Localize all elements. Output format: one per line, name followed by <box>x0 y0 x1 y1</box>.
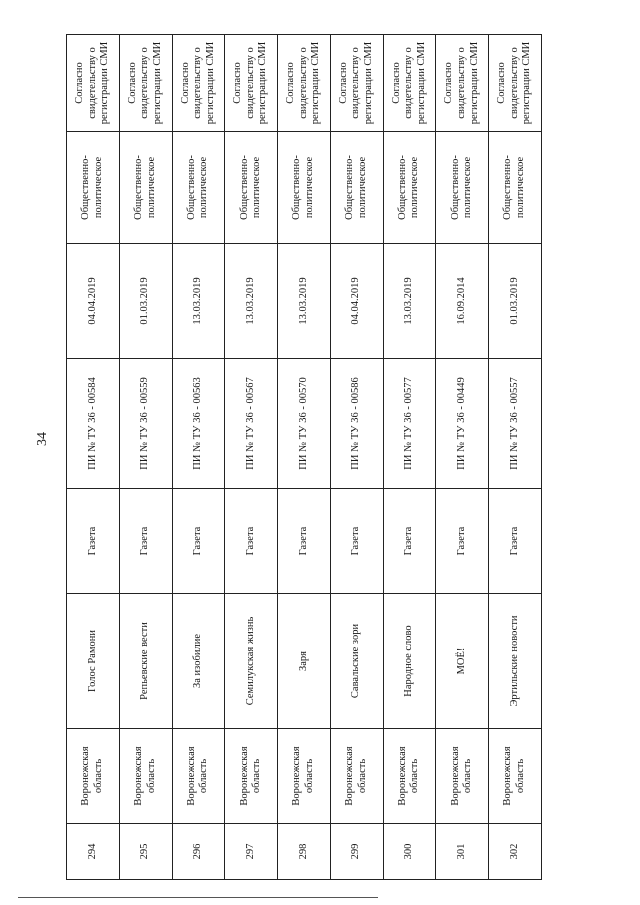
table-row <box>172 35 225 880</box>
media-type-cell: Газета <box>436 489 489 594</box>
media-type-cell: Газета <box>119 489 172 594</box>
specialization-cell: Общественно-политическое <box>278 132 331 244</box>
page-number: 34 <box>35 432 50 446</box>
specialization-cell: Общественно-политическое <box>172 132 225 244</box>
registration-number-cell: ПИ № ТУ 36 - 00586 <box>330 359 383 489</box>
table-row <box>119 35 172 880</box>
registration-date-cell: 13.03.2019 <box>278 244 331 359</box>
media-name-cell: Заря <box>278 594 331 729</box>
media-type-cell: Газета <box>172 489 225 594</box>
registration-date-cell: 04.04.2019 <box>67 244 120 359</box>
row-number: 302 <box>489 824 542 880</box>
media-type-cell: Газета <box>489 489 542 594</box>
registration-number-cell: ПИ № ТУ 36 - 00570 <box>278 359 331 489</box>
specialization-cell: Общественно-политическое <box>489 132 542 244</box>
note-cell: Согласно свидетельству о регистрации СМИ <box>119 35 172 132</box>
media-name-cell: Семилукская жизнь <box>225 594 278 729</box>
media-registry-table <box>66 34 542 880</box>
row-number: 296 <box>172 824 225 880</box>
media-name-cell: Народное слово <box>383 594 436 729</box>
row-number: 294 <box>67 824 120 880</box>
note-cell: Согласно свидетельству о регистрации СМИ <box>330 35 383 132</box>
note-cell: Согласно свидетельству о регистрации СМИ <box>172 35 225 132</box>
media-type-cell: Газета <box>67 489 120 594</box>
region-cell: Воронежская область <box>225 729 278 824</box>
table-row <box>278 35 331 880</box>
region-cell: Воронежская область <box>436 729 489 824</box>
note-cell: Согласно свидетельству о регистрации СМИ <box>225 35 278 132</box>
specialization-cell: Общественно-политическое <box>330 132 383 244</box>
registration-date-cell: 01.03.2019 <box>489 244 542 359</box>
row-number: 295 <box>119 824 172 880</box>
note-cell: Согласно свидетельству о регистрации СМИ <box>67 35 120 132</box>
media-type-cell: Газета <box>383 489 436 594</box>
table-row <box>489 35 542 880</box>
scan-edge-divider <box>18 897 378 898</box>
registration-number-cell: ПИ № ТУ 36 - 00559 <box>119 359 172 489</box>
table-row <box>330 35 383 880</box>
region-cell: Воронежская область <box>489 729 542 824</box>
row-number: 301 <box>436 824 489 880</box>
table-row <box>383 35 436 880</box>
note-cell: Согласно свидетельству о регистрации СМИ <box>489 35 542 132</box>
region-cell: Воронежская область <box>119 729 172 824</box>
media-name-cell: Эртильские новости <box>489 594 542 729</box>
table-row <box>225 35 278 880</box>
registration-date-cell: 04.04.2019 <box>330 244 383 359</box>
specialization-cell: Общественно-политическое <box>383 132 436 244</box>
region-cell: Воронежская область <box>67 729 120 824</box>
media-name-cell: За изобилие <box>172 594 225 729</box>
row-number: 300 <box>383 824 436 880</box>
media-name-cell: Савальские зори <box>330 594 383 729</box>
row-number: 298 <box>278 824 331 880</box>
registration-date-cell: 13.03.2019 <box>172 244 225 359</box>
specialization-cell: Общественно-политическое <box>225 132 278 244</box>
note-cell: Согласно свидетельству о регистрации СМИ <box>436 35 489 132</box>
media-type-cell: Газета <box>278 489 331 594</box>
specialization-cell: Общественно-политическое <box>67 132 120 244</box>
media-name-cell: Репьевские вести <box>119 594 172 729</box>
table-row <box>436 35 489 880</box>
registration-date-cell: 01.03.2019 <box>119 244 172 359</box>
note-cell: Согласно свидетельству о регистрации СМИ <box>278 35 331 132</box>
registration-number-cell: ПИ № ТУ 36 - 00557 <box>489 359 542 489</box>
region-cell: Воронежская область <box>278 729 331 824</box>
media-registry-table-container <box>66 35 542 880</box>
region-cell: Воронежская область <box>330 729 383 824</box>
registration-date-cell: 13.03.2019 <box>225 244 278 359</box>
specialization-cell: Общественно-политическое <box>119 132 172 244</box>
region-cell: Воронежская область <box>172 729 225 824</box>
registration-date-cell: 13.03.2019 <box>383 244 436 359</box>
table-row <box>67 35 120 880</box>
media-name-cell: МОЁ! <box>436 594 489 729</box>
registration-number-cell: ПИ № ТУ 36 - 00584 <box>67 359 120 489</box>
registration-number-cell: ПИ № ТУ 36 - 00449 <box>436 359 489 489</box>
registration-number-cell: ПИ № ТУ 36 - 00577 <box>383 359 436 489</box>
row-number: 297 <box>225 824 278 880</box>
registration-number-cell: ПИ № ТУ 36 - 00563 <box>172 359 225 489</box>
region-cell: Воронежская область <box>383 729 436 824</box>
note-cell: Согласно свидетельству о регистрации СМИ <box>383 35 436 132</box>
row-number: 299 <box>330 824 383 880</box>
media-type-cell: Газета <box>330 489 383 594</box>
registration-date-cell: 16.09.2014 <box>436 244 489 359</box>
registration-number-cell: ПИ № ТУ 36 - 00567 <box>225 359 278 489</box>
media-type-cell: Газета <box>225 489 278 594</box>
media-name-cell: Голос Рамони <box>67 594 120 729</box>
specialization-cell: Общественно-политическое <box>436 132 489 244</box>
